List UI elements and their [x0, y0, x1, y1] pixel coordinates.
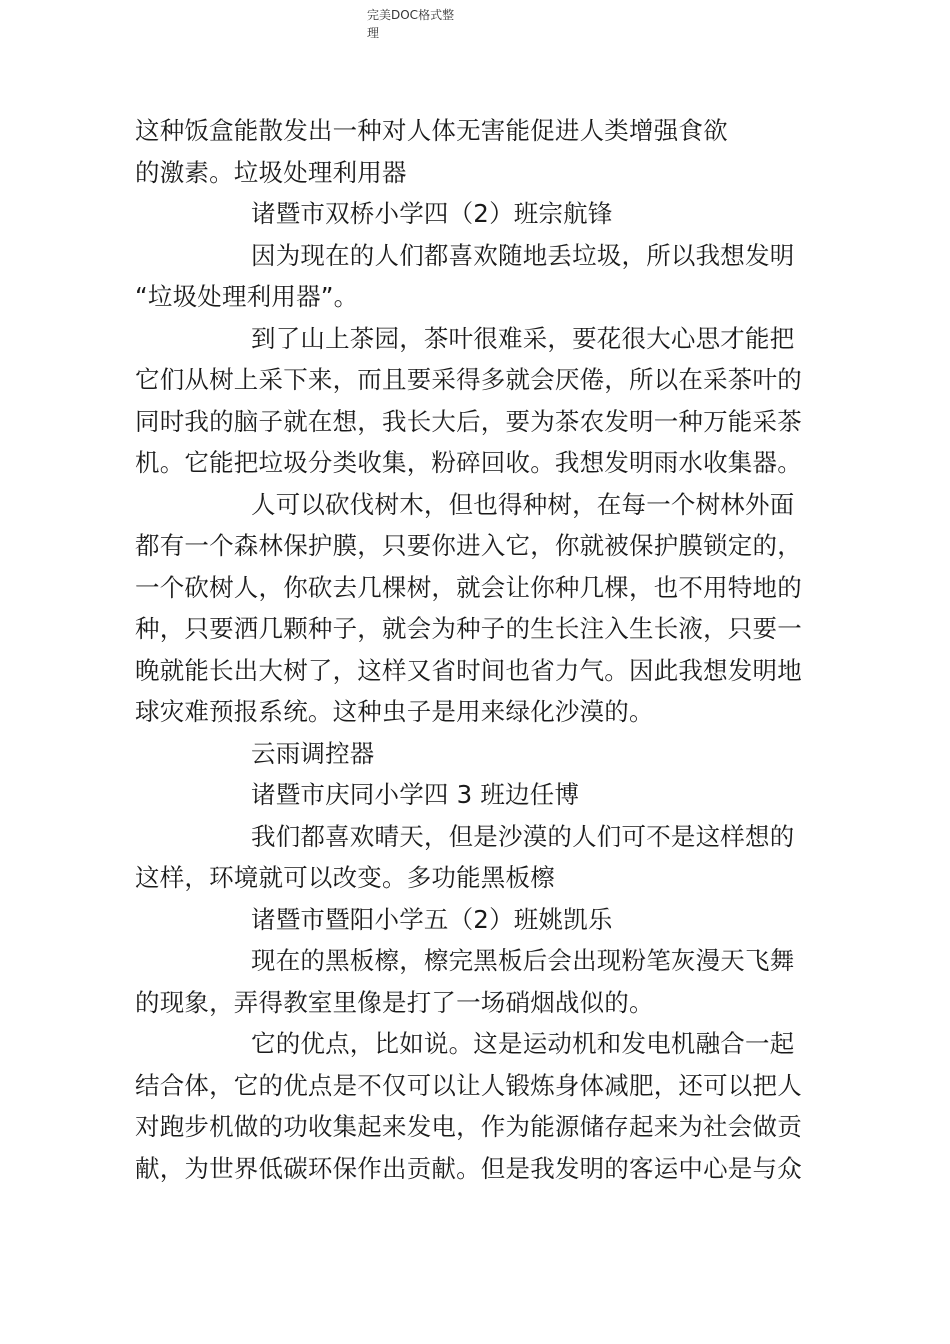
text-line: 诸暨市双桥小学四（2）班宗航锋 — [251, 199, 613, 228]
text-line: 献，为世界低碳环保作出贡献。但是我发明的客运中心是与众 — [135, 1153, 802, 1183]
text-line: 人可以砍伐树木，但也得种树，在每一个树林外面 — [251, 489, 795, 519]
text-line: 的现象，弄得教室里像是打了一场硝烟战似的。 — [135, 987, 654, 1017]
text-line: 对跑步机做的功收集起来发电，作为能源储存起来为社会做贡 — [135, 1112, 802, 1141]
text-line: 它的优点，比如说。这是运动机和发电机融合一起 — [251, 1029, 795, 1058]
text-line: 现在的黑板檫，檫完黑板后会出现粉笔灰漫天飞舞 — [251, 946, 795, 975]
text-line: 晚就能长出大树了，这样又省时间也省力气。因此我想发明地 — [135, 655, 802, 685]
text-line: 同时我的脑子就在想，我长大后，要为茶农发明一种万能采茶 — [135, 406, 802, 436]
text-line: 到了山上茶园，茶叶很难采，要花很大心思才能把 — [251, 323, 795, 353]
text-line: 因为现在的人们都喜欢随地丢垃圾，所以我想发明 — [251, 240, 795, 270]
text-line: 这种饭盒能散发出一种对人体无害能促进人类增强食欲 — [135, 116, 728, 145]
text-line: 诸暨市庆同小学四 3 班边任博 — [251, 780, 580, 809]
text-line: 一个砍树人，你砍去几棵树，就会让你种几棵，也不用特地的 — [135, 572, 802, 602]
text-line: 诸暨市暨阳小学五（2）班姚凯乐 — [251, 904, 613, 934]
text-line: 种，只要洒几颗种子，就会为种子的生长注入生长液，只要一 — [135, 614, 802, 643]
text-line: 都有一个森林保护膜，只要你进入它，你就被保护膜锁定的， — [135, 531, 802, 560]
text-line: “垃圾处理利用器”。 — [135, 282, 359, 311]
page-header — [367, 6, 487, 42]
header-line-1: 完美DOC格式整 — [367, 8, 455, 22]
text-line: 的激素。垃圾处理利用器 — [135, 157, 407, 187]
text-line: 我们都喜欢晴天，但是沙漠的人们可不是这样想的 — [251, 821, 795, 851]
text-line: 机。它能把垃圾分类收集，粉碎回收。我想发明雨水收集器。 — [135, 448, 802, 477]
document-body — [135, 110, 830, 1189]
text-line: 结合体，它的优点是不仅可以让人锻炼身体减肥，还可以把人 — [135, 1070, 802, 1100]
text-line: 这样，环境就可以改变。多功能黑板檫 — [135, 863, 555, 892]
text-line: 云雨调控器 — [251, 738, 375, 768]
text-line: 它们从树上采下来，而且要采得多就会厌倦，所以在采茶叶的 — [135, 365, 802, 394]
header-line-2: 理 — [367, 26, 380, 40]
text-line: 球灾难预报系统。这种虫子是用来绿化沙漠的。 — [135, 697, 654, 726]
